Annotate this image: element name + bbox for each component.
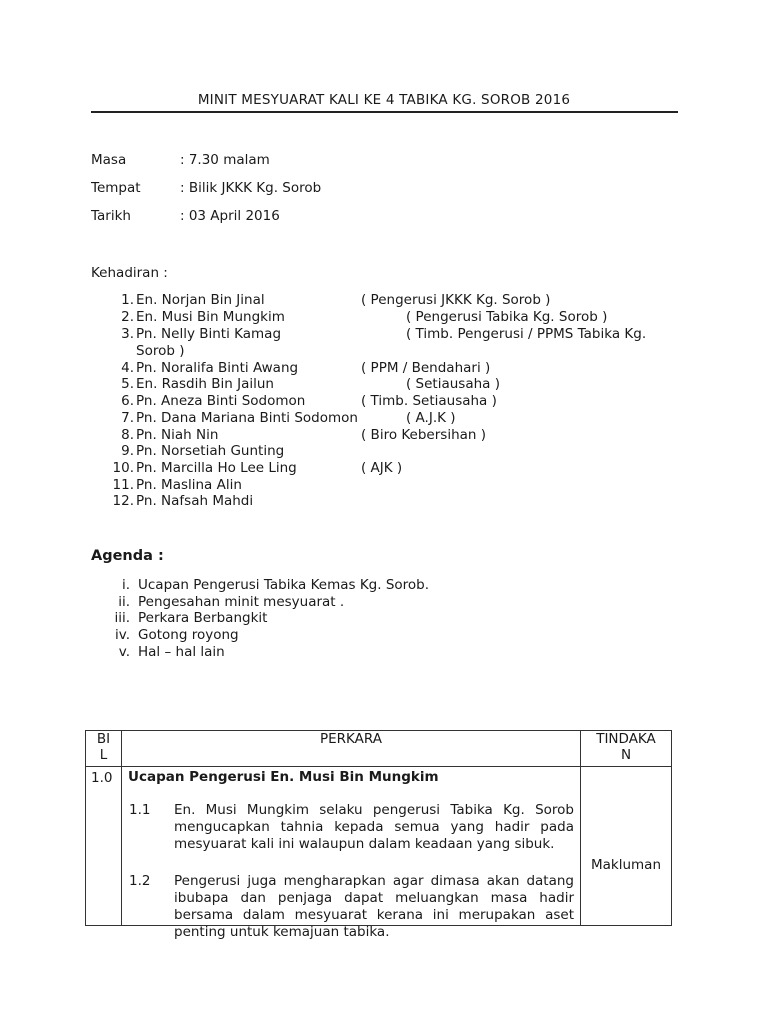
header-text: L [99,747,108,763]
attendance-role: ( PPM / Bendahari ) [361,360,491,376]
table-row [86,767,672,926]
attendance-role: ( A.J.K ) [406,410,456,426]
attendance-name: Pn. Nafsah Mahdi [136,493,254,509]
agenda-number: v. [118,644,130,660]
attendance-number: 3. [121,326,134,342]
subitem-number: 1.1 [129,802,151,818]
header-text: N [620,747,632,763]
header-text: TINDAKA [596,731,656,747]
attendance-name: En. Musi Bin Mungkim [136,309,285,325]
attendance-name: En. Norjan Bin Jinal [136,292,265,308]
header-text: BI [96,731,111,747]
agenda-number: ii. [118,594,130,610]
cell-perkara [122,767,581,940]
attendance-number: 6. [121,393,134,409]
attendance-number: 10. [112,460,134,476]
meta-value: : 03 April 2016 [180,208,280,224]
cell-tindakan [581,767,672,926]
attendance-name: Pn. Noralifa Binti Awang [136,360,299,376]
attendance-name: Pn. Maslina Alin [136,477,242,493]
agenda-label: Agenda : [91,548,164,564]
attendance-number: 9. [121,443,134,459]
minutes-table [85,730,672,940]
agenda-text: Perkara Berbangkit [138,610,268,626]
attendance-label: Kehadiran : [91,265,168,281]
column-header-bil [86,731,122,767]
meta-value: : Bilik JKKK Kg. Sorob [180,180,322,196]
attendance-number: 4. [121,360,134,376]
attendance-role: ( Setiausaha ) [406,376,500,392]
subitem-text: Pengerusi juga mengharapkan agar dimasa akan datang ibubapa dan penjaga dapat meluangkan masa hadir bersama dalam mesyuarat kerana ini merupakan aset penting untuk kemajuan tabika. [174,873,574,940]
meta-label: Tarikh [91,208,131,224]
attendance-number: 1. [121,292,134,308]
attendance-number: 5. [121,376,134,392]
title-underline [91,111,678,113]
attendance-role: ( Timb. Setiausaha ) [361,393,497,409]
attendance-number: 8. [121,427,134,443]
agenda-text: Pengesahan minit mesyuarat . [138,594,345,610]
column-header-perkara [122,731,581,767]
attendance-name: En. Rasdih Bin Jailun [136,376,274,392]
attendance-number: 12. [112,493,134,509]
column-header-tindakan [581,731,672,767]
attendance-name: Pn. Marcilla Ho Lee Ling [136,460,297,476]
attendance-role: ( Timb. Pengerusi / PPMS Tabika Kg. [406,326,647,342]
attendance-number: 11. [112,477,134,493]
item-heading: Ucapan Pengerusi En. Musi Bin Mungkim [128,769,439,785]
attendance-name: Pn. Niah Nin [136,427,219,443]
attendance-name: Pn. Aneza Binti Sodomon [136,393,306,409]
attendance-name: Pn. Nelly Binti Kamag [136,326,282,342]
agenda-text: Hal – hal lain [138,644,225,660]
subitem-number: 1.2 [129,873,151,889]
meta-label: Tempat [91,180,141,196]
tindakan-value: Makluman [590,857,662,873]
agenda-number: i. [121,577,130,593]
bil-value: 1.0 [91,770,113,786]
attendance-name: Pn. Dana Mariana Binti Sodomon [136,410,358,426]
table-header-row [86,731,672,767]
agenda-number: iii. [114,610,130,626]
cell-bil [86,767,122,926]
subitem-text: En. Musi Mungkim selaku pengerusi Tabika Kg. Sorob mengucapkan tahnia kepada semua yang hadir pada mesyuarat kali ini walaupun dalam keadaan yang sibuk. [174,802,574,852]
meta-value: : 7.30 malam [180,152,270,168]
attendance-name: Pn. Norsetiah Gunting [136,443,285,459]
document-title: MINIT MESYUARAT KALI KE 4 TABIKA KG. SOROB 2016 [197,92,571,108]
header-text: PERKARA [320,731,382,747]
attendance-number: 2. [121,309,134,325]
agenda-number: iv. [115,627,130,643]
attendance-role: ( Pengerusi Tabika Kg. Sorob ) [406,309,608,325]
attendance-role: ( Pengerusi JKKK Kg. Sorob ) [361,292,551,308]
attendance-role-continuation: Sorob ) [136,343,185,359]
attendance-role: ( AJK ) [361,460,403,476]
agenda-text: Gotong royong [138,627,239,643]
meta-label: Masa [91,152,127,168]
attendance-role: ( Biro Kebersihan ) [361,427,487,443]
attendance-number: 7. [121,410,134,426]
agenda-text: Ucapan Pengerusi Tabika Kemas Kg. Sorob. [138,577,430,593]
